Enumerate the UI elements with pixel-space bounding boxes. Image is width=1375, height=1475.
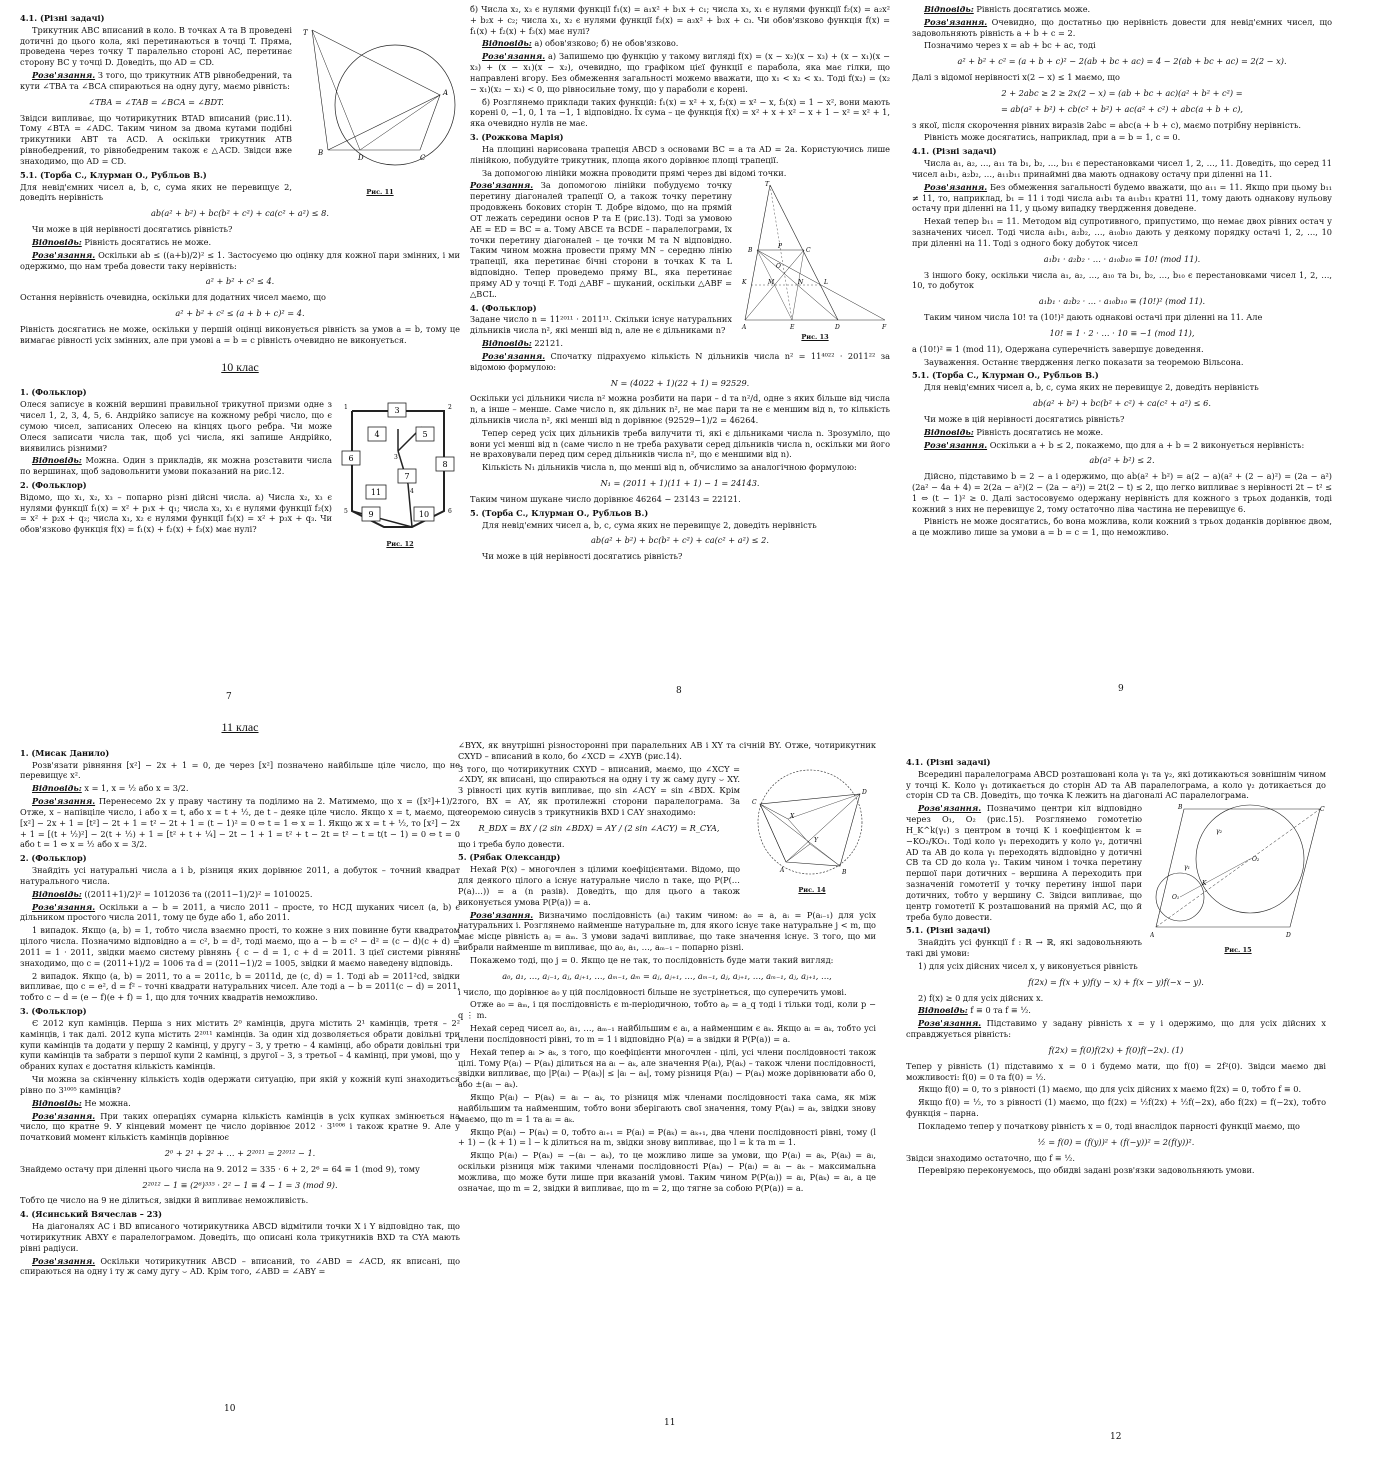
fig12-vertex-label: 2 — [448, 404, 452, 412]
fig15-diagram — [1150, 803, 1326, 943]
fig12-diagram — [340, 399, 460, 537]
problem-text: На площині нарисована трапеція ABCD з основами BC = a та AD = 2a. Користуючись лише лінійкою, побудуйте трикутник, площа якого дорівнює площі трапеції. — [470, 143, 890, 165]
answer-text: ((2011+1)/2)² = 1012036 та ((2011−1)/2)² = 1010025. — [84, 888, 313, 899]
problem-text: Задане число n = 11²⁰¹¹ · 2011¹¹. Скільки існує натуральних дільників числа n², які менші від n, але не є дільниками n? — [470, 314, 732, 336]
figure-caption: Рис. 14 — [798, 886, 826, 895]
equation: 10! ≡ 1 · 2 · … · 10 ≡ −1 (mod 11), — [1049, 327, 1195, 338]
equation: a₁b₁ · a₂b₂ · … · a₁₀b₁₀ ≡ (10!)² (mod 11). — [1038, 296, 1206, 307]
answer-label: Відповідь: — [32, 236, 82, 247]
solution-text: Знайдемо остачу при діленні цього числа на 9. 2012 = 335 · 6 + 2, 2⁶ = 64 ≡ 1 (mod 9), тому — [20, 1163, 420, 1174]
svg-text:D: D — [1286, 932, 1291, 940]
svg-text:M: M — [768, 279, 775, 287]
solution-text: Рівність може досягатись, наприклад, при a = b = 1, c = 0. — [924, 132, 1181, 143]
problem-question: Чи може в цій нерівності досягатись рівність? — [32, 224, 233, 235]
equation: N = (4022 + 1)(22 + 1) = 92529. — [610, 377, 750, 388]
fig11-diagram — [300, 25, 460, 185]
solution-paragraph — [906, 1018, 1326, 1040]
problem-title: 4.1. (Різні задачі) — [20, 13, 105, 23]
answer-text: 22121. — [534, 338, 564, 349]
page-7 — [20, 10, 460, 553]
svg-text:N: N — [798, 279, 804, 287]
figure-14 — [748, 764, 876, 895]
fig12-box-label: 10 — [418, 510, 430, 520]
fig12-box-label: 6 — [348, 454, 354, 464]
page-11 — [458, 740, 876, 1195]
solution-text: Звідси знаходимо остаточно, що f ≡ ½. — [906, 1152, 1075, 1163]
problem-question: Чи може в цій нерівності досягатись рівність? — [482, 551, 683, 562]
problem-text: Для невід'ємних чисел a, b, c, сума яких не перевищує 2, доведіть нерівність — [20, 181, 292, 203]
fig12-box-label: 3 — [394, 406, 400, 416]
solution-text: Якщо P(aₗ) − P(aₖ) = aₗ − aₖ, то різниця між членами послідовності така сама, як між найбільшим та найменшим, тобто вони зберігають свої значення, тому P(aₖ) = aₖ, звідки знову маємо, що m = 1 та aₗ = aₖ. — [458, 1092, 876, 1124]
solution-text: З того, що чотирикутник CXYD – вписаний, маємо, що ∠XCY = ∠XDY, як вписані, що спираються на одну і ту ж саму дугу ⌣ XY. З рівності цих кутів випливає, що sin ∠ACY = sin ∠BDX. Крім того, BX = AY, як протилежні сторони паралелограма. За теоремою синусів з трикутників BXD і CAY знаходимо: — [458, 763, 740, 817]
problem-text: Є 2012 куп камінців. Перша з них містить 2⁰ камінців, друга містить 2¹ камінців, третя – 2² камінців, і так далі. 2012 купа містить 2²⁰¹¹ камінців. За один хід дозволяється обрати довільні три купи камінців та додати у першу 2 камінці, у другу – 3, у третю – 4 камінці, або обрати довільні три купи камінців та забрати з першої купи 2 камінці, з другої – 3, з третьої – 4 камінці, при умові, що у обраних купах є достатня кількість камінців. — [20, 1017, 460, 1072]
svg-text:A: A — [780, 866, 785, 874]
solution-paragraph — [912, 17, 1332, 39]
problem-text: Нехай P(x) – многочлен з цілими коефіцієнтами. Відомо, що для деякого цілого a існує натуральне число n таке, що P(P(…P(a)…)) = a (n разів). Доведіть, що для цього a також виконується умова P(P(a)) = a. — [458, 864, 740, 907]
answer-label: Відповідь: — [32, 888, 82, 899]
problem-text: На діагоналях AC і BD вписаного чотирикутника ABCD відмітили точки X і Y відповідно так, що чотирикутник ABXY є паралелограмом. Доведіть, що описані кола трикутників BXD та CYA мають рівні радіуси. — [20, 1221, 460, 1253]
svg-text:K: K — [742, 279, 747, 287]
answer-text: f ≡ 0 та f ≡ ½. — [970, 1005, 1031, 1016]
solution-text: Оскільки чотирикутник ABCD – вписаний, то ∠ABD = ∠ACD, як вписані, що спираються на одну і ту ж саму дугу ⌣ AD. Крім того, ∠ABD = ∠ABY = — [20, 1255, 460, 1277]
solution-text: Дійсно, підставимо b = 2 − a і одержимо, що ab(a² + b²) = a(2 − a)(a² + (2 − a)²) = (2a − a²)(2a² − 4a + 4) = 2(2a − a²)(2 − (2a − a²)) = 2t(2 − t) ≤ 2, що легко випливає з нерівності 2t − t² ≤ 1 ⇔ (t − 1)² ≥ 0. Далі застосовуємо одержану нерівність для кожного з трьох доданків, тоді кожний з них не перевищує 2, тому остаточно ліва частина не перевищує 6. — [912, 471, 1332, 514]
solution-text: Нехай серед чисел a₀, a₁, …, aₘ₋₁ найбільшим є aₗ, а найменшим є aₖ. Якщо aₗ = aₖ, тобто усі члени послідовності рівні, то m = 1 і відповідно P(a) = a звідки й P(P(a)) = a. — [458, 1023, 876, 1044]
equation: ½ = f(0) = (f(y))² + (f(−y))² = 2(f(y))². — [1037, 1136, 1195, 1147]
solution-label: Розв'язання. — [32, 70, 96, 81]
svg-text:B: B — [842, 868, 847, 876]
solution-text: Тобто це число на 9 не ділиться, звідки й випливає неможливість. — [20, 1195, 309, 1206]
solution-text: Якщо P(aₗ) − P(aₖ) = −(aₗ − aₖ), то це можливо лише за умови, що P(aₗ) = aₖ, P(aₖ) = aₗ, оскільки різниця між такими членами послідовності P(aₖ) − P(aₗ) = aₗ − aₖ – максимальна можлива, що може бути лише при вказаній умові. Таким чином P(P(aₗ)) = aₗ, P(aₖ) = aₗ, а це означає, що m = 2, звідки й випливає, що m = 2, що тягне за собою P(P(a)) = a. — [458, 1150, 876, 1193]
solution-paragraph — [20, 250, 460, 272]
problem-title: 4. (Фольклор) — [470, 302, 537, 313]
solution-text: З того, що трикутник ATB рівнобедрений, та кути ∠TBA та ∠BCA спираються на одну дугу, маємо рівність: — [20, 70, 292, 91]
problem-title: 2. (Фольклор) — [20, 853, 87, 864]
answer-text: Не можна. — [84, 1097, 131, 1108]
problem-title: 4. (Ясинський Вячеслав – 23) — [20, 1209, 162, 1220]
solution-text: Без обмеження загальності будемо вважати, що a₁₁ = 11. Якщо при цьому b₁₁ ≠ 11, то, наприклад, b₁ = 11 і тоді числа a₁b₁ та a₁₁b₁₁ кратні 11, тому дають однакову нульову остачу при діленні на 11, у цьому випадку твердження доведене. — [912, 181, 1333, 214]
svg-text:A: A — [443, 88, 449, 97]
solution-text: Таким чином числа 10! та (10!)² дають однакові остачі при діленні на 11. Але — [924, 312, 1263, 323]
svg-text:A: A — [742, 324, 747, 331]
solution-text: Тепер у рівність (1) підставимо x = 0 і будемо мати, що f(0) = 2f²(0). Звідси маємо дві можливості: f(0) = 0 та f(0) = ½. — [906, 1060, 1326, 1082]
solution-paragraph — [470, 351, 890, 373]
page-number: 10 — [224, 1404, 236, 1414]
solution-text: Нехай тепер b₁₁ = 11. Методом від супротивного, припустимо, що немає двох рівних остач у зазначених чисел. Тоді числа a₁b₁, a₂b₂, …, a₁₀b₁₀ дають у деякому порядку остачі 1, 2, …, 10 при діленні на 11. Тоді з одного боку добуток чисел — [912, 216, 1332, 248]
equation: N₁ = (2011 + 1)(11 + 1) − 1 = 24143. — [600, 478, 760, 489]
problem-title: 1. (Мисак Данило) — [20, 747, 110, 758]
figure-caption: Рис. 11 — [366, 187, 394, 196]
problem-text: б) Числа x₂, x₃ є нулями функції f₁(x) = a₁x² + b₁x + c₁; числа x₃, x₁ є нулями функції f₂(x) = a₂x² + b₂x + c₂; числа x₁, x₂ є нулями функції f₃(x) = a₃x² + b₃x + c₃. Чи обов'язково функція f(x) = f₁(x) + f₂(x) + f₃(x) має нулі? — [470, 4, 890, 36]
problem-text: Розв'язати рівняння [x²] − 2x + 1 = 0, де через [x²] позначено найбільше ціле число, що не перевищує x². — [20, 759, 460, 781]
equation: ∠TBA = ∠TAB = ∠BCA = ∠BDT. — [88, 96, 224, 107]
problem-title: 4.1. (Різні задачі) — [906, 757, 991, 767]
solution-paragraph — [20, 796, 460, 850]
solution-text: Покажемо тоді, що j = 0. Якщо це не так, то послідовність буде мати такий вигляд: — [470, 954, 834, 965]
problem-text: Знайдіть усі натуральні числа a і b, різниця яких дорівнює 2011, а добуток – точний квадрат натурального числа. — [20, 865, 460, 886]
solution-text: ∠BYX, як внутрішні різносторонні при паралельних AB і XY та січній BY. Отже, чотирикутник CXYD – вписаний в коло, бо ∠XCD = ∠XYB (рис.14). — [458, 740, 876, 761]
solution-text: а (10!)² ≡ 1 (mod 11), Одержана суперечність завершує доведення. — [912, 343, 1204, 354]
svg-text:E: E — [790, 324, 795, 331]
fig12-box-label: 8 — [442, 460, 448, 470]
fig12-vertex-label: 3 — [394, 454, 398, 462]
answer-label: Відповідь: — [482, 338, 532, 349]
svg-text:γ₂: γ₂ — [1216, 828, 1222, 836]
problem-title: 5.1. (Торба С., Клурман О., Рубльов В.) — [20, 169, 207, 180]
solution-text: Позначимо центри кіл відповідно через O₁, O₂ (рис.15). Розглянемо гомотетію H_K^k(γ₁) з центром в точці K і коефіцієнтом k = −KO₂/KO₁. Тоді коло γ₁ переходить у коло γ₂, дотичні AD та AB до кола γ₁ переходять відповідно у дотичні CB та CD до кола γ₂. Таким чином і точка перетину першої пари дотичних – вершина A переходить при зазначеній гомотетії у точку перетину іншої пари дотичних, тобто у вершину C. Звідси випливає, що центр гомотетії K розташований на прямій AC, що й треба було довести. — [906, 803, 1142, 922]
problem-title: 5.1. (Різні задачі) — [906, 925, 991, 936]
problem-title: 3. (Рожкова Марія) — [470, 132, 564, 143]
solution-text: Оскільки a − b = 2011, а число 2011 – просте, то НСД шуканих чисел (a, b) є дільником простого числа 2011, тому це буде або 1, або 2011. — [20, 901, 460, 923]
figure-caption: Рис. 12 — [386, 540, 414, 549]
problem-title: 2. (Фольклор) — [20, 479, 87, 490]
problem-title: 5.1. (Торба С., Клурман О., Рубльов В.) — [912, 370, 1099, 381]
problem-title: 5. (Торба С., Клурман О., Рубльов В.) — [470, 507, 649, 518]
solution-label: Розв'язання. — [32, 796, 96, 807]
answer-paragraph — [906, 1005, 1326, 1016]
answer-text: а) обов'язково; б) не обов'язково. — [534, 38, 679, 49]
equation: = ab(a² + b²) + cb(c² + b²) + ac(a² + c²) + abc(a + b + c), — [1000, 103, 1244, 114]
solution-label: Розв'язання. — [470, 180, 534, 191]
solution-text: і число, що дорівнює a₀ у цій послідовності більше не зустрінеться, що суперечить умові. — [458, 986, 847, 997]
equation: ab(a² + b²) + bc(b² + c²) + ca(c² + a²) ≤ 8. — [151, 208, 329, 219]
answer-paragraph — [20, 1098, 460, 1109]
page-number: 12 — [1110, 1432, 1122, 1442]
solution-label: Розв'язання. — [482, 350, 546, 361]
solution-text: Рівність не може досягатись, бо вона можлива, коли кожний з трьох доданків дорівнює двом, а це можливо лише за умови a = b = c = 1, що неможливо. — [912, 516, 1332, 538]
svg-text:A: A — [1150, 932, 1155, 940]
svg-text:Y: Y — [814, 836, 818, 844]
equation: 2²⁰¹² − 1 ≡ (2⁶)³³⁵ · 2² − 1 ≡ 4 − 1 = 3 (mod 9). — [142, 1179, 338, 1190]
solution-label: Розв'язання. — [482, 51, 546, 62]
svg-text:K: K — [1202, 880, 1207, 888]
answer-paragraph — [20, 889, 460, 900]
solution-text: з якої, після скорочення рівних виразів 2abc = abc(a + b + c), маємо потрібну нерівність. — [912, 119, 1302, 130]
svg-text:O₂: O₂ — [1252, 856, 1260, 864]
problem-title: 1. (Фольклор) — [20, 387, 87, 398]
equation: a₁b₁ · a₂b₂ · … · a₁₀b₁₀ ≡ 10! (mod 11). — [1043, 253, 1201, 264]
svg-text:D: D — [358, 153, 364, 162]
answer-label: Відповідь: — [32, 1097, 82, 1108]
answer-label: Відповідь: — [918, 1005, 968, 1016]
svg-text:X: X — [790, 812, 795, 820]
page-number: 11 — [664, 1418, 676, 1428]
svg-text:P: P — [778, 243, 783, 251]
answer-paragraph — [20, 237, 460, 248]
solution-paragraph — [20, 902, 460, 924]
solution-text: Оскільки усі дільники числа n² можна розбити на пари – d та n²/d, одне з яких більше від числа n, а інше – менше. Саме число n, як дільник n², не має пари та не є меншим від n, то кількість дільників числа n², які менші від n дорівнює (92529−1)/2 = 46264. — [470, 393, 890, 425]
svg-text:O₁: O₁ — [1172, 894, 1180, 902]
solution-text: Покладемо тепер у початкову рівність x = 0, тоді внаслідок парності функції маємо, що — [918, 1120, 1300, 1131]
solution-text: а) Запишемо цю функцію у такому вигляді f(x) = (x − x₂)(x − x₃) + (x − x₁)(x − x₃) + (x − x₁)(x − x₂), очевидно, що графіком цієї функції є парабола, яка має гілки, що направлені вгору. Без обмеження загальності можемо вважати, що x₁ < x₂ < x₃. Тоді f(x₂) = (x₂ − x₁)(x₂ − x₃) < 0, що рівносильне тому, що у параболи є корені. — [470, 51, 890, 94]
svg-text:C: C — [806, 247, 811, 255]
svg-text:L: L — [824, 279, 828, 287]
answer-label: Відповідь: — [924, 4, 974, 14]
fig12-box-label: 4 — [374, 430, 380, 440]
problem-question: Чи можна за скінченну кількість ходів одержати ситуацію, при якій у кожній купі знаходиться рівно по 3¹⁰⁰⁵ камінців? — [20, 1074, 460, 1095]
section-heading: 11 клас — [221, 720, 259, 734]
fig12-box-label: 11 — [370, 488, 382, 498]
equation: R_BDX = BX / (2 sin ∠BDX) = AY / (2 sin ∠ACY) = R_CYA, — [478, 822, 720, 833]
solution-text: Таким чином шукане число дорівнює 46264 − 23143 = 22121. — [470, 493, 741, 504]
solution-text: Очевидно, що достатньо цю нерівність довести для невід'ємних чисел, що задовольняють рівність a + b + c = 2. — [912, 16, 1333, 38]
solution-label: Розв'язання. — [32, 901, 96, 912]
figure-caption: Рис. 15 — [1224, 946, 1252, 955]
answer-text: x = 1, x = ½ або x = 3/2. — [84, 783, 189, 794]
solution-text: 1 випадок. Якщо (a, b) = 1, тобто числа взаємно прості, то кожне з них повинне бути квадратом цілого числа. Позначимо відповідно a = c², b = d², тоді маємо, що a − b = c² − d² = (c − d)(c + d) = 2011 = 1 · 2011, звідки маємо систему рівнянь { c − d = 1, c + d = 2011. З цієї системи рівнянь знаходимо, що c = (2011+1)/2 = 1006 та d = (2011−1)/2 = 1005, звідки й маємо наведену відповідь. — [20, 925, 460, 968]
equation: a² + b² + c² ≤ 4. — [205, 276, 275, 287]
answer-label: Відповідь: — [482, 38, 532, 49]
solution-label: Розв'язання. — [32, 1110, 96, 1121]
solution-text: Якщо P(aₗ) − P(aₖ) = 0, тобто aₗ₊₁ = P(aₗ) = P(aₖ) = aₖ₊₁, два члени послідовності рівні, тому (l + 1) − (k + 1) = l − k ділиться на m, звідки знову випливає, що l = k та m = 1. — [458, 1126, 876, 1148]
solution-label: Розв'язання. — [470, 909, 534, 920]
solution-text: Підставимо у задану рівність x = y і одержимо, що для усіх дійсних x справджується рівність: — [906, 1018, 1326, 1040]
section-heading: 10 клас — [221, 359, 259, 374]
page-number: 8 — [676, 686, 682, 696]
svg-text:γ₁: γ₁ — [1184, 864, 1190, 872]
page-10 — [20, 712, 460, 1279]
figure-caption: Рис. 13 — [801, 333, 829, 342]
svg-text:T: T — [303, 28, 308, 37]
fig12-box-label: 5 — [422, 430, 428, 440]
solution-text: Звідси випливає, що чотирикутник BTAD вписаний (рис.11). Тому ∠BTA = ∠ADC. Таким чином за двома кутами подібні трикутники ABT та ACD. А оскільки трикутник ATB рівнобедрений, то рівнобедреним також є △ACD. Звідси вже знаходимо, що AD = CD. — [20, 112, 292, 166]
svg-text:C: C — [420, 153, 426, 162]
solution-text: Тепер серед усіх цих дільників треба вилучити ті, які є дільниками числа n. Зрозуміло, що вони усі менші від n (саме число n не треба рахувати серед дільників числа n, оскільки ми його не враховували перед цим серед дільників числа n², що є меншими від n). — [470, 427, 890, 460]
problem-text: Для невід'ємних чисел a, b, c, сума яких не перевищує 2, доведіть нерівність — [924, 382, 1259, 393]
svg-text:O: O — [776, 263, 781, 271]
answer-label: Відповідь: — [924, 426, 974, 437]
answer-label: Відповідь: — [32, 783, 82, 794]
solution-paragraph — [912, 440, 1332, 451]
answer-text: Рівність досягатись не може. — [84, 236, 212, 247]
solution-label: Розв'язання. — [924, 439, 988, 450]
answer-text: Рівність досягатись не може. — [976, 426, 1104, 437]
figure-12 — [340, 399, 460, 548]
svg-text:B: B — [318, 148, 324, 157]
problem-title: 4.1. (Різні задачі) — [912, 146, 997, 157]
solution-text: Позначимо через x = ab + bc + ac, тоді — [924, 40, 1096, 51]
figure-11 — [300, 25, 460, 196]
fig13-diagram — [740, 180, 890, 330]
solution-paragraph — [458, 910, 876, 953]
solution-text: Якщо f(0) = ½, то з рівності (1) маємо, що f(2x) = ½f(2x) + ½f(−2x), або f(2x) = f(−2x), тобто функція – парна. — [906, 1097, 1326, 1119]
figure-13 — [740, 180, 890, 341]
svg-text:C: C — [1320, 806, 1325, 814]
note-text: Зауваження. Останнє твердження легко показати за теоремою Вільсона. — [924, 356, 1244, 367]
problem-text: Трикутник ABC вписаний в коло. В точках A та B проведені дотичні до цього кола, які перетинаються в точці T. Пряма, проведена через точку T паралельно стороні AC, перетинає сторону BC у точці D. Доведіть, що AD = CD. — [20, 24, 292, 68]
equation: f(2x) = f(x + y)f(y − x) + f(x − y)f(−x − y). — [1028, 976, 1204, 987]
solution-text: За допомогою лінійки побудуємо точку перетину діагоналей трапеції O, а також точку перетину продовжень бокових сторін T. Добре відомо, що на прямій OT лежать середини основ P та E (рис.13). Тоді за умовою AE = ED = BC = a. Тому ABCE та BCDE – паралелограми, їх точки перетину діагоналей – це точки M та N відповідно. Таким чином можна провести пряму MN – середню лінію трапеції, яка перетинає бічні сторони в точках K та L відповідно. Тепер проведемо пряму BL, яка перетинає пряму AD у точці F. Тоді △ABF – шуканий, оскільки △ABF = △BCL. — [470, 180, 732, 299]
solution-label: Розв'язання. — [918, 1018, 982, 1029]
problem-title: 3. (Фольклор) — [20, 1006, 87, 1017]
solution-text: З іншого боку, оскільки числа a₁, a₂, …, a₁₀ та b₁, b₂, …, b₁₀ є перестановками чисел 1, 2, …, 10, то добуток — [912, 269, 1332, 291]
answer-text: Рівність досягатись може. — [976, 4, 1091, 14]
equation: a² + b² + c² ≤ (a + b + c)² = 4. — [175, 308, 305, 319]
solution-label: Розв'язання. — [32, 1255, 96, 1266]
fig12-box-label: 7 — [404, 472, 410, 482]
fig14-diagram — [748, 764, 876, 884]
solution-text: Рівність досягатись не може, оскільки у першій оцінці виконується рівність за умов a = b, тому це вимагає рівності усіх змінних, але при умові a = b = c рівність очевидно не виконується. — [20, 323, 460, 345]
svg-text:D: D — [835, 324, 840, 331]
solution-text: Перевіряю переконуємось, що обидві задані розв'язки задовольняють умови. — [918, 1165, 1255, 1176]
svg-text:B: B — [748, 247, 753, 255]
solution-text: Отже a₀ = aₘ, і ця послідовність є m-періодичною, тобто aₚ = a_q тоді і тільки тоді, коли p − q ⋮ m. — [458, 999, 876, 1021]
fig12-box-label: 9 — [368, 510, 374, 520]
answer-text: Можна. Один з прикладів, як можна розставити числа по вершинах, щоб задовольнити умови показаний на рис.12. — [20, 455, 332, 477]
solution-paragraph — [20, 1111, 460, 1143]
problem-question: Чи може в цій нерівності досягатись рівність? — [924, 413, 1125, 424]
problem-text: Для невід'ємних чисел a, b, c, сума яких не перевищує 2, доведіть нерівність — [482, 519, 817, 530]
problem-text: Відомо, що x₁, x₂, x₃ – попарно різні дійсні числа. а) Числа x₂, x₃ є нулями функції f₁(x) = x² + p₁x + q₁; числа x₃, x₁ є нулями функції f₂(x) = x² + p₂x + q₂; числа x₁, x₂ є нулями функції f₃(x) = x² + p₃x + q₃. Чи обов'язково функція f(x) = f₁(x) + f₂(x) + f₃(x) має нулі? — [20, 491, 332, 535]
solution-label: Розв'язання. — [918, 803, 982, 814]
page-number: 9 — [1118, 684, 1124, 694]
page-8 — [470, 4, 890, 564]
problem-condition: 2) f(x) ≥ 0 для усіх дійсних x. — [918, 992, 1044, 1003]
equation: 2⁰ + 2¹ + 2² + … + 2²⁰¹¹ = 2²⁰¹² − 1. — [164, 1147, 316, 1158]
solution-label: Розв'язання. — [924, 16, 988, 27]
answer-paragraph — [912, 4, 1332, 15]
solution-text: Остання нерівність очевидна, оскільки для додатних чисел маємо, що — [20, 292, 326, 303]
fig12-vertex-label: 6 — [448, 508, 452, 516]
equation: ab(a² + b²) + bc(b² + c²) + ca(c² + a²) ≤ 2. — [591, 535, 769, 546]
equation: 2 + 2abc ≥ 2 ≥ 2x(2 − x) = (ab + bc + ac)(a² + b² + c²) = — [1001, 87, 1243, 98]
fig12-vertex-label: 4 — [410, 488, 414, 496]
solution-text: Оскільки ab ≤ ((a+b)/2)² ≤ 1. Застосуємо цю оцінку для кожної пари змінних, і ми одержимо, що нам треба довести таку нерівність: — [20, 249, 461, 271]
svg-text:B: B — [1178, 804, 1183, 812]
equation: a² + b² + c² = (a + b + c)² − 2(ab + bc + ac) = 4 − 2(ab + bc + ac) = 2(2 − x). — [957, 56, 1287, 67]
solution-text: Кількість N₁ дільників числа n, що менші від n, обчислимо за аналогічною формулою: — [482, 462, 857, 473]
solution-paragraph — [912, 182, 1332, 214]
solution-text: 2 випадок. Якщо (a, b) = 2011, то a = 2011c, b = 2011d, де (c, d) = 1. Тоді ab = 2011²cd, звідки випливає, що c = e², d = f² – точні квадрати натуральних чисел. Але тоді a − b = 2011(c − d) = 2011, тобто c − d = (e − f)(e + f) = 1, що для точних квадратів неможливо. — [20, 970, 460, 1003]
solution-text: Спочатку підрахуємо кількість N дільників числа n² = 11⁴⁰²² · 2011²² за відомою формулою: — [470, 350, 890, 372]
solution-text: Нехай тепер aₗ > aₖ, з того, що коефіцієнти многочлен - цілі, усі члени послідовності також цілі. Тому P(aₗ) − P(aₖ) ділиться на aₗ − aₖ, але значення P(aₗ), P(aₖ) – також члени послідовності, звідки випливає, що |P(aₗ) − P(aₖ)| ≤ |aₗ − aₖ|, тому різниця P(aₗ) − P(aₖ) може дорівнювати або 0, або ±(aₗ − aₖ). — [458, 1046, 876, 1090]
equation: ab(a² + b²) ≤ 2. — [1089, 455, 1155, 466]
svg-text:T: T — [765, 181, 770, 189]
problem-text: Олеся записує в кожній вершині правильної трикутної призми одне з чисел 1, 2, 3, 4, 5, 6. Андрійко записує на кожному ребрі число, що є сумою чисел, записаних Олесею на кінцях цього ребра. Чи може Олеся записати числа так, щоб усі числа, які запише Андрійко, виявились різними? — [20, 399, 332, 453]
answer-paragraph — [470, 38, 890, 49]
solution-label: Розв'язання. — [32, 249, 96, 260]
equation: f(2x) = f(0)f(2x) + f(0)f(−2x). (1) — [1048, 1044, 1184, 1055]
solution-text: б) Розглянемо приклади таких функцій: f₁(x) = x² + x, f₂(x) = x² − x, f₃(x) = 1 − x², вони мають корені 0, −1, 0, 1 та −1, 1 відповідно. Їх сума – це функція f(x) = x² + x + x² − x + 1 − x² = x² + 1, яка очевидно нулів не має. — [470, 96, 890, 129]
solution-text: Далі з відомої нерівності x(2 − x) ≤ 1 маємо, що — [912, 72, 1120, 83]
fig12-vertex-label: 1 — [344, 404, 348, 412]
solution-text: При таких операціях сумарна кількість камінців в усіх купках змінюється на число, що кратне 9. У кінцевий момент це число дорівнює 2012 · 3¹⁰⁰⁶ і також кратне 9. Але у початковий момент кількість камінців дорівнює — [20, 1110, 461, 1143]
fig12-vertex-label: 5 — [344, 508, 348, 516]
solution-text: Перенесемо 2x у праву частину та поділимо на 2. Матимемо, що x = ([x²]+1)/2. Отже, x – напівціле число, і або x = t, або x = t + ½, де t – деяке ціле число. Якщо x = t, маємо, що [x²] − 2x + 1 = [t²] − 2t + 1 = t² − 2t + 1 = (t − 1)² = 0 ⇔ t = 1 ⇔ x = 1. Якщо ж x = t + ½, то [x²] − 2x + 1 = [(t + ½)²] − 2(t + ½) + 1 = [t² + t + ¼] − 2t − 1 + 1 = t² + t − 2t = t² − t = t(t − 1) = 0 ⇔ t = 0 або t = 1 ⇔ x = ½ або x = 3/2. — [20, 796, 460, 850]
solution-paragraph — [470, 51, 890, 94]
solution-paragraph — [20, 1256, 460, 1278]
page-9 — [912, 4, 1332, 540]
svg-text:C: C — [752, 798, 757, 806]
problem-condition: 1) для усіх дійсних чисел x, y виконується рівність — [918, 960, 1138, 971]
solution-text: Визначимо послідовність (aᵢ) таким чином: a₀ = a, aᵢ = P(aᵢ₋₁) для усіх натуральних i. Розглянемо найменше натуральне m, для якого існує таке натуральне j < m, що має місце рівність aⱼ = aₘ. З умови задачі випливає, що таке значення існує. З того, що ми вибрали найменше m випливає, що a₀, a₁, …, aₘ₋₁ – попарно різні. — [458, 909, 876, 953]
problem-title: 5. (Рябак Олександр) — [458, 852, 561, 863]
svg-text:F: F — [882, 324, 887, 331]
equation: a₀, a₁, …, aⱼ₋₁, aⱼ, aⱼ₊₁, …, aₘ₋₁, aₘ = aⱼ, aⱼ₊₁, …, aₘ₋₁, aⱼ, aⱼ₊₁, …, aₘ₋₁, aⱼ, aⱼ₊₁, …, — [502, 970, 832, 981]
solution-label: Розв'язання. — [924, 181, 988, 192]
equation: ab(a² + b²) + bc(b² + c²) + ca(c² + a²) ≤ 6. — [1033, 398, 1211, 409]
answer-paragraph — [20, 783, 460, 794]
problem-text: За допомогою лінійки можна проводити прямі через дві відомі точки. — [482, 167, 787, 178]
solution-text: Оскільки a + b ≤ 2, покажемо, що для a + b = 2 виконується нерівність: — [989, 439, 1305, 450]
solution-text: Якщо f(0) = 0, то з рівності (1) маємо, що для усіх дійсних x маємо f(2x) = 0, тобто f ≡ 0. — [918, 1084, 1302, 1095]
svg-text:D: D — [862, 788, 867, 796]
solution-text: що і треба було довести. — [458, 838, 565, 849]
problem-text: Знайдіть усі функції f : ℝ → ℝ, які задовольняють такі дві умови: — [906, 937, 1142, 959]
problem-text: Числа a₁, a₂, …, a₁₁ та b₁, b₂, …, b₁₁ є перестановками чисел 1, 2, …, 11. Доведіть, що серед 11 чисел a₁b₁, a₂b₂, …, a₁₁b₁₁ принаймні два мають однакову остачу при діленні на 11. — [912, 158, 1332, 179]
problem-text: Всередині паралелограма ABCD розташовані кола γ₁ та γ₂, які дотикаються зовнішнім чином у точці K. Коло γ₁ дотикається до сторін AD та AB паралелограма, а коло γ₂ дотикається до сторін CD та CB. Доведіть, що точка K лежить на діагоналі AC паралелограма. — [906, 768, 1326, 801]
page-number: 7 — [226, 692, 232, 702]
answer-paragraph — [912, 427, 1332, 438]
page-12 — [906, 754, 1326, 1178]
answer-label: Відповідь: — [32, 455, 82, 466]
figure-15 — [1150, 803, 1326, 954]
